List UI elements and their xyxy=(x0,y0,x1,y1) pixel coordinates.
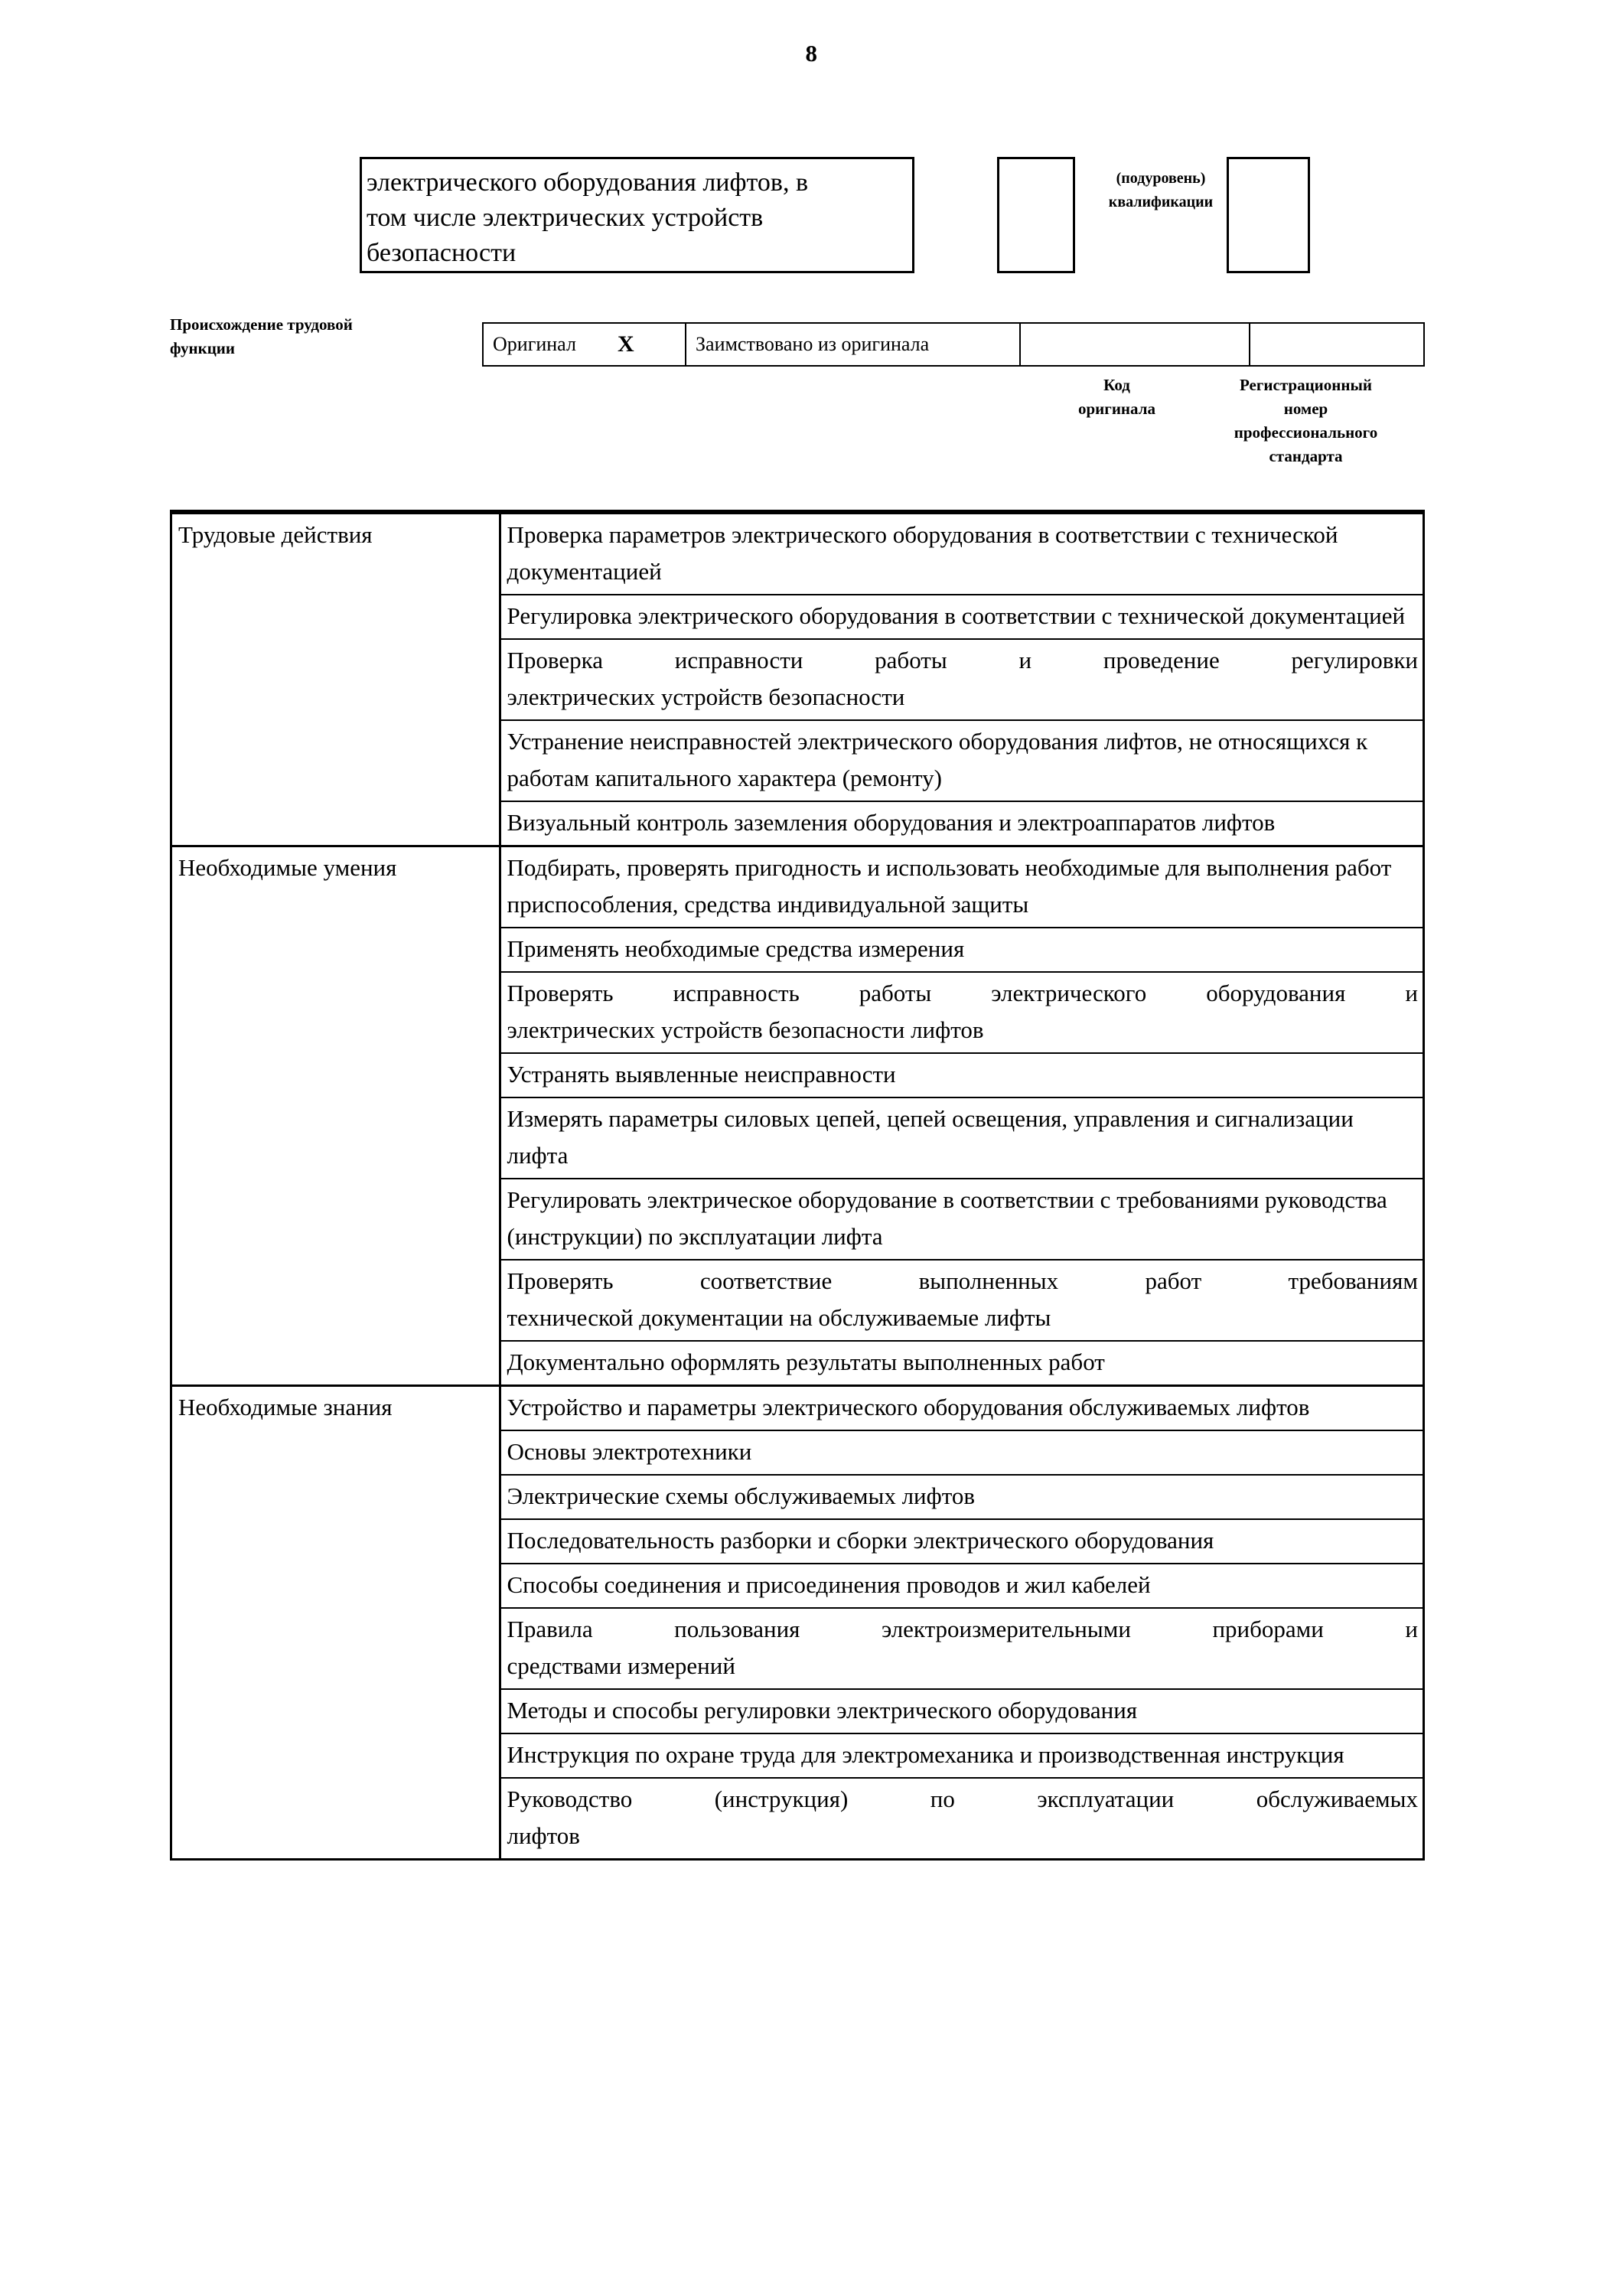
section-item-text: Устранение неисправностей электрического оборудования лифтов, не относящихся к работам капитального характера (ремонту) xyxy=(507,728,1368,791)
section-item-text: Последовательность разборки и сборки электрического оборудования xyxy=(507,1527,1214,1554)
origin-table xyxy=(482,322,1425,367)
registration-number-caption xyxy=(1187,373,1425,468)
section-item-text: Регулировка электрического оборудования в соответствии с технической документацией xyxy=(507,602,1406,629)
section-item-line: средствами измерений xyxy=(507,1652,735,1679)
function-name-line-2: том числе электрических устройств xyxy=(367,204,764,232)
section-item-line: Правила пользования электроизмерительными приборами и xyxy=(507,1616,1418,1642)
section-item-text: Основы электротехники xyxy=(507,1438,752,1465)
section-item xyxy=(500,1475,1423,1519)
origin-borrowed-label: Заимствовано из оригинала xyxy=(696,333,930,355)
function-name-line-1: электрического оборудования лифтов, в xyxy=(367,168,809,197)
section-item xyxy=(500,1519,1423,1564)
section-item xyxy=(500,1341,1423,1386)
section-label: Необходимые умения xyxy=(172,846,500,1386)
section-item xyxy=(500,1097,1423,1179)
section-item xyxy=(500,639,1423,720)
registration-number-box[interactable] xyxy=(1227,157,1310,273)
section-item-text: Устранять выявленные неисправности xyxy=(507,1061,896,1088)
page-number: 8 xyxy=(805,40,818,67)
section-item-line: лифтов xyxy=(507,1822,580,1849)
section-item xyxy=(500,972,1423,1053)
section-item-text: Визуальный контроль заземления оборудования и электроаппаратов лифтов xyxy=(507,809,1276,836)
section-item-line: Руководство (инструкция) по эксплуатации обслуживаемых xyxy=(507,1786,1418,1812)
table-row xyxy=(172,846,1423,928)
section-item xyxy=(500,1689,1423,1733)
function-name-line-3: безопасности xyxy=(367,239,517,267)
section-item-text: Измерять параметры силовых цепей, цепей освещения, управления и сигнализации лифта xyxy=(507,1105,1354,1169)
section-item-text: Инструкция по охране труда для электромеханика и производственная инструкция xyxy=(507,1741,1344,1768)
reg-caption-line-2: номер xyxy=(1283,400,1328,418)
labour-function-table xyxy=(170,510,1425,1861)
table-row xyxy=(172,1386,1423,1431)
section-item-text: Применять необходимые средства измерения xyxy=(507,935,965,962)
table-row xyxy=(172,514,1423,595)
origin-original-cell[interactable] xyxy=(484,324,686,365)
function-name-box xyxy=(360,157,914,273)
section-label: Необходимые знания xyxy=(172,1386,500,1859)
section-label: Трудовые действия xyxy=(172,514,500,846)
section-item-line: Проверять соответствие выполненных работ требованиям xyxy=(507,1267,1418,1294)
section-item-text: Проверка параметров электрического оборудования в соответствии с технической документацией xyxy=(507,521,1338,585)
section-item xyxy=(500,801,1423,846)
origin-code-cell[interactable] xyxy=(1021,324,1250,365)
section-item xyxy=(500,720,1423,801)
origin-label xyxy=(170,313,476,360)
section-item-line: электрических устройств безопасности xyxy=(507,683,905,710)
section-item xyxy=(500,928,1423,972)
section-item xyxy=(500,1179,1423,1260)
code-caption-line-2: оригинала xyxy=(1078,400,1155,418)
section-item-text: Документально оформлять результаты выполненных работ xyxy=(507,1349,1105,1375)
section-item-text: Электрические схемы обслуживаемых лифтов xyxy=(507,1482,975,1509)
section-item-text: Методы и способы регулировки электрического оборудования xyxy=(507,1697,1138,1724)
section-item-text: Способы соединения и присоединения проводов и жил кабелей xyxy=(507,1571,1151,1598)
section-item xyxy=(500,1430,1423,1475)
section-item xyxy=(500,1564,1423,1608)
section-item xyxy=(500,514,1423,595)
origin-label-line-2: функции xyxy=(170,339,236,357)
section-item xyxy=(500,1733,1423,1778)
origin-reg-cell[interactable] xyxy=(1250,324,1423,365)
sub-level-qualification-box[interactable] xyxy=(997,157,1075,273)
reg-caption-line-3: профессионального xyxy=(1234,423,1378,442)
origin-original-label: Оригинал xyxy=(493,333,576,355)
section-item-text: Подбирать, проверять пригодность и использовать необходимые для выполнения работ приспособления, средства индивидуальной защиты xyxy=(507,854,1392,918)
section-item xyxy=(500,846,1423,928)
section-item-line: Проверка исправности работы и проведение регулировки xyxy=(507,647,1418,673)
sub-level-caption xyxy=(1092,167,1230,214)
code-of-original-caption xyxy=(1047,373,1187,421)
section-item-text: Устройство и параметры электрического оборудования обслуживаемых лифтов xyxy=(507,1394,1310,1420)
section-item-line: технической документации на обслуживаемые лифты xyxy=(507,1304,1051,1331)
sub-level-caption-line-1: (подуровень) xyxy=(1116,170,1206,187)
labour-function-table-body xyxy=(172,512,1423,1858)
section-item xyxy=(500,595,1423,639)
sub-level-caption-line-2: квалификации xyxy=(1108,194,1214,210)
section-item xyxy=(500,1778,1423,1858)
section-item-text: Регулировать электрическое оборудование в соответствии с требованиями руководства (инструкции) по эксплуатации лифта xyxy=(507,1186,1387,1250)
section-item xyxy=(500,1260,1423,1341)
section-item xyxy=(500,1608,1423,1689)
origin-original-mark: X xyxy=(617,331,634,357)
section-item xyxy=(500,1053,1423,1097)
reg-caption-line-4: стандарта xyxy=(1269,447,1343,465)
section-item-line: Проверять исправность работы электрического оборудования и xyxy=(507,980,1418,1006)
reg-caption-line-1: Регистрационный xyxy=(1240,376,1372,394)
origin-borrowed-cell[interactable] xyxy=(686,324,1021,365)
section-item-line: электрических устройств безопасности лифтов xyxy=(507,1016,984,1043)
section-item xyxy=(500,1386,1423,1431)
origin-label-line-1: Происхождение трудовой xyxy=(170,315,353,334)
code-caption-line-1: Код xyxy=(1103,376,1130,394)
